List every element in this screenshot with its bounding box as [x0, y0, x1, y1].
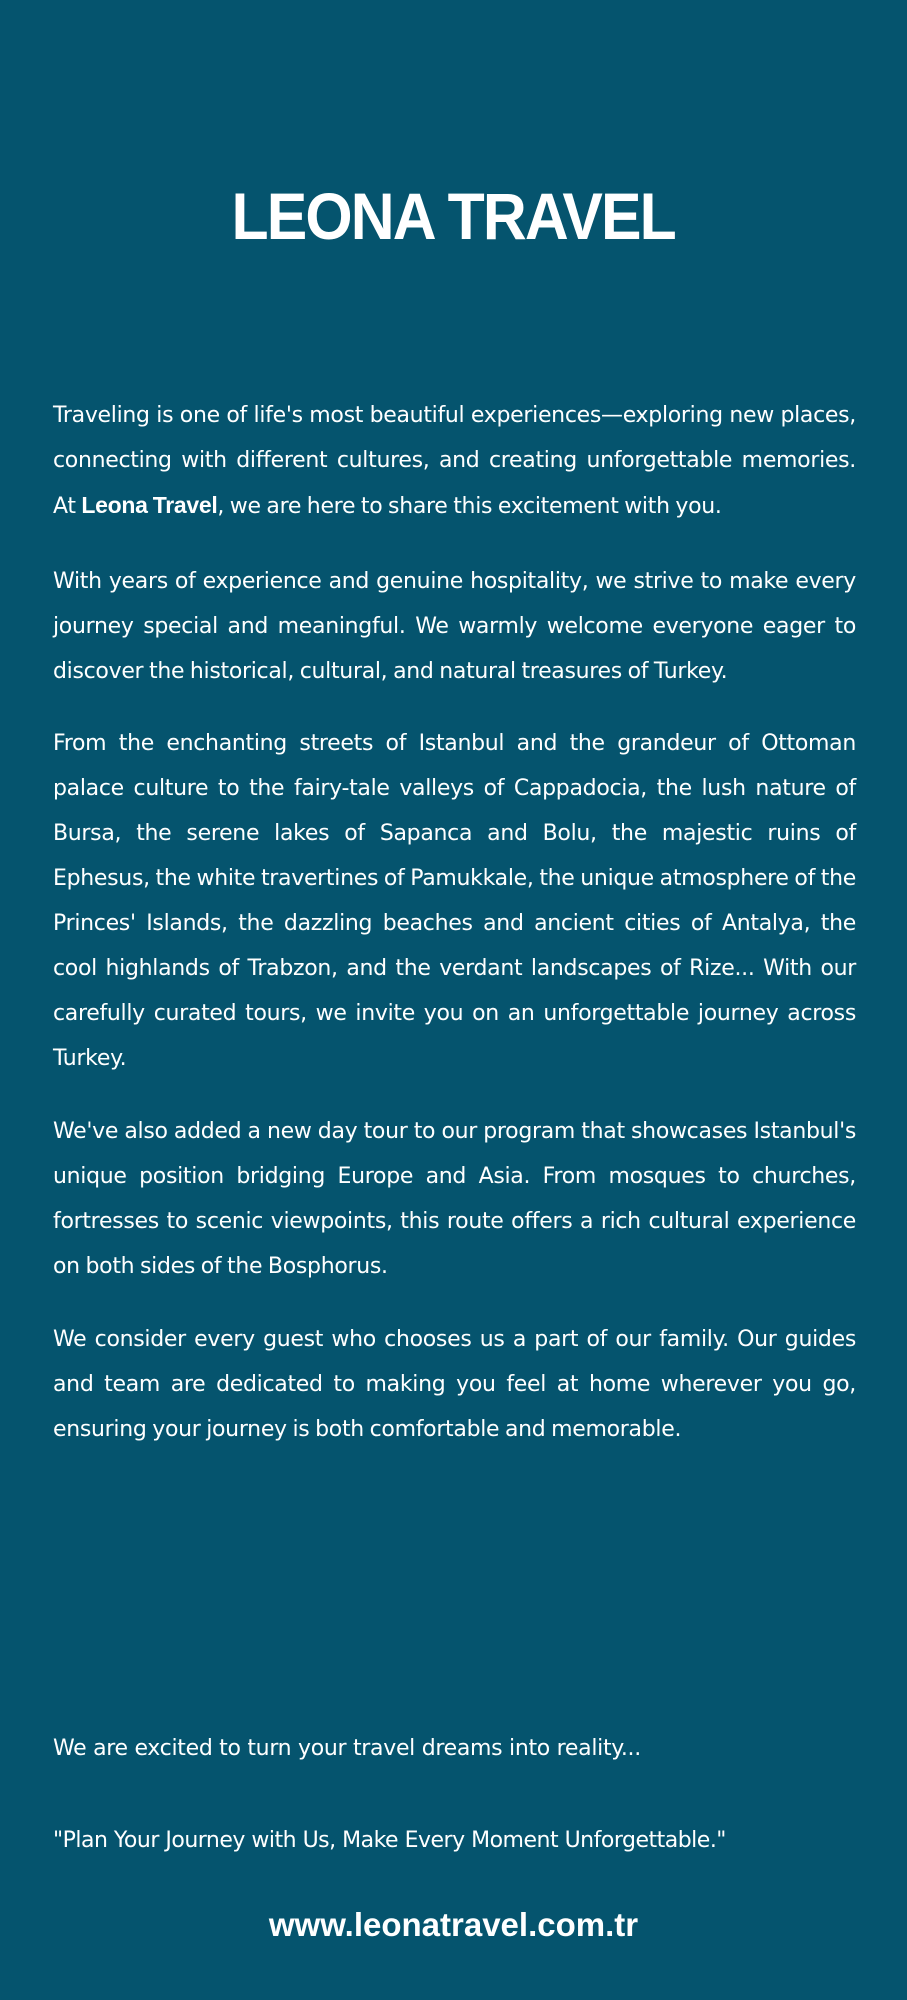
day-tour-paragraph: We've also added a new day tour to our program that showcases Istanbul's unique position bridging Europe and Asia. From mosques to churches, fortresses to scenic viewpoints, this route offers a rich cultural experience on both sides of the Bosphorus. — [53, 1119, 856, 1279]
page-title: LEONA TRAVEL — [231, 179, 675, 253]
experience-paragraph: With years of experience and genuine hospitality, we strive to make every journey special and meaningful. We warmly welcome everyone eager to discover the historical, cultural, and natural treasures of Turkey. — [53, 569, 856, 684]
destinations-paragraph: From the enchanting streets of Istanbul and the grandeur of Ottoman palace culture to the fairy-tale valleys of Cappadocia, the lush nature of Bursa, the serene lakes of Sapanca and Bolu, the majestic ruins of Ephesus, the white travertines of Pamukkale, the unique atmosphere of the Princes' Islands, the dazzling beaches and ancient cities of Antalya, the cool highlands of Trabzon, and the verdant landscapes of Rize... With our carefully curated tours, we invite you on an unforgettable journey across Turkey. — [53, 731, 856, 1071]
intro-text-after: , we are here to share this excitement with you. — [217, 494, 722, 519]
intro-text-before: Traveling is one of life's most beautiful experiences—exploring new places, connecting with different cultures, and creating unforgettable memories. At — [53, 403, 856, 519]
intro-paragraph — [53, 393, 856, 529]
family-paragraph: We consider every guest who chooses us a part of our family. Our guides and team are dedicated to making you feel at home wherever you go, ensuring your journey is both comfortable and memorable. — [53, 1327, 856, 1442]
motto-quote: "Plan Your Journey with Us, Make Every Moment Unforgettable." — [53, 1828, 726, 1853]
intro-content — [53, 393, 856, 1452]
brand-name: Leona Travel — [81, 492, 218, 518]
closing-line: We are excited to turn your travel dreams into reality... — [53, 1736, 641, 1761]
website-link[interactable]: www.leonatravel.com.tr — [268, 1906, 639, 1943]
